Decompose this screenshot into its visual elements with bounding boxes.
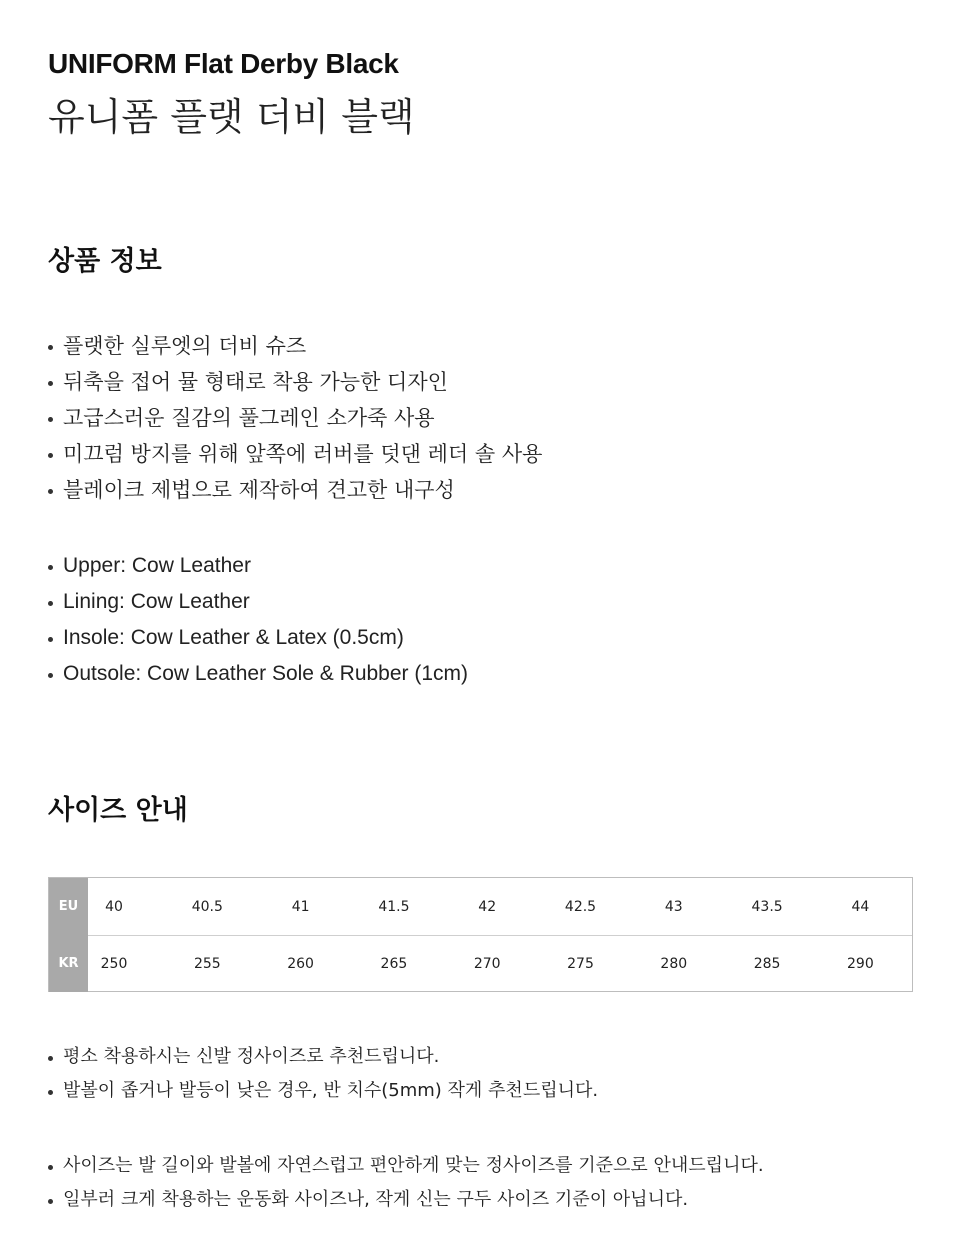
feature-list (48, 328, 542, 508)
product-title-ko: 유니폼 플랫 더비 블랙 (48, 95, 415, 139)
table-cell: 250 (100, 955, 128, 972)
table-cell: 42.5 (564, 898, 597, 915)
table-cell: 40.5 (191, 898, 223, 915)
list-item: Outsole: Cow Leather Sole & Rubber (1cm) (48, 656, 468, 692)
table-cell: 43.5 (751, 898, 783, 915)
material-list (48, 548, 468, 692)
table-cell: 255 (193, 955, 221, 972)
size-table (48, 877, 913, 992)
list-item: 뒤축을 접어 뮬 형태로 착용 가능한 디자인 (48, 364, 542, 400)
table-cell: 260 (287, 955, 314, 972)
size-notes-list (48, 1149, 764, 1217)
list-item: Lining: Cow Leather (48, 584, 468, 620)
table-row-eu (49, 878, 912, 936)
table-cell: 285 (753, 955, 781, 972)
list-item: 플랫한 실루엣의 더비 슈즈 (48, 328, 542, 364)
list-item: 고급스러운 질감의 풀그레인 소가죽 사용 (48, 400, 542, 436)
list-item: 블레이크 제법으로 제작하여 견고한 내구성 (48, 472, 542, 508)
list-item: 사이즈는 발 길이와 발볼에 자연스럽고 편안하게 맞는 정사이즈를 기준으로 안내드립니다. (48, 1149, 764, 1183)
recommendation-list (48, 1040, 598, 1108)
row-header-eu: EU (49, 878, 88, 935)
list-item: 발볼이 좁거나 발등이 낮은 경우, 반 치수(5mm) 작게 추천드립니다. (48, 1074, 598, 1108)
product-info-heading: 상품 정보 (48, 246, 162, 277)
table-cell: 42 (478, 898, 497, 915)
table-row-kr (49, 935, 912, 992)
table-cell: 44 (851, 898, 870, 915)
table-cell: 275 (567, 955, 594, 972)
list-item: 평소 착용하시는 신발 정사이즈로 추천드립니다. (48, 1040, 598, 1074)
size-guide-heading: 사이즈 안내 (48, 795, 188, 826)
table-cell: 280 (660, 955, 688, 972)
product-title-en: UNIFORM Flat Derby Black (48, 48, 399, 79)
table-cell: 43 (664, 898, 683, 915)
list-item: Insole: Cow Leather & Latex (0.5cm) (48, 620, 468, 656)
list-item: Upper: Cow Leather (48, 548, 468, 584)
list-item: 일부러 크게 착용하는 운동화 사이즈나, 작게 신는 구두 사이즈 기준이 아닙니다. (48, 1183, 764, 1217)
table-cell: 41 (291, 898, 310, 915)
row-header-kr: KR (49, 935, 88, 992)
table-cell: 270 (473, 955, 501, 972)
table-cell: 41.5 (378, 898, 410, 915)
table-cell: 290 (847, 955, 874, 972)
list-item: 미끄럼 방지를 위해 앞쪽에 러버를 덧댄 레더 솔 사용 (48, 436, 542, 472)
table-cell: 265 (380, 955, 408, 972)
table-cell: 40 (105, 898, 123, 915)
